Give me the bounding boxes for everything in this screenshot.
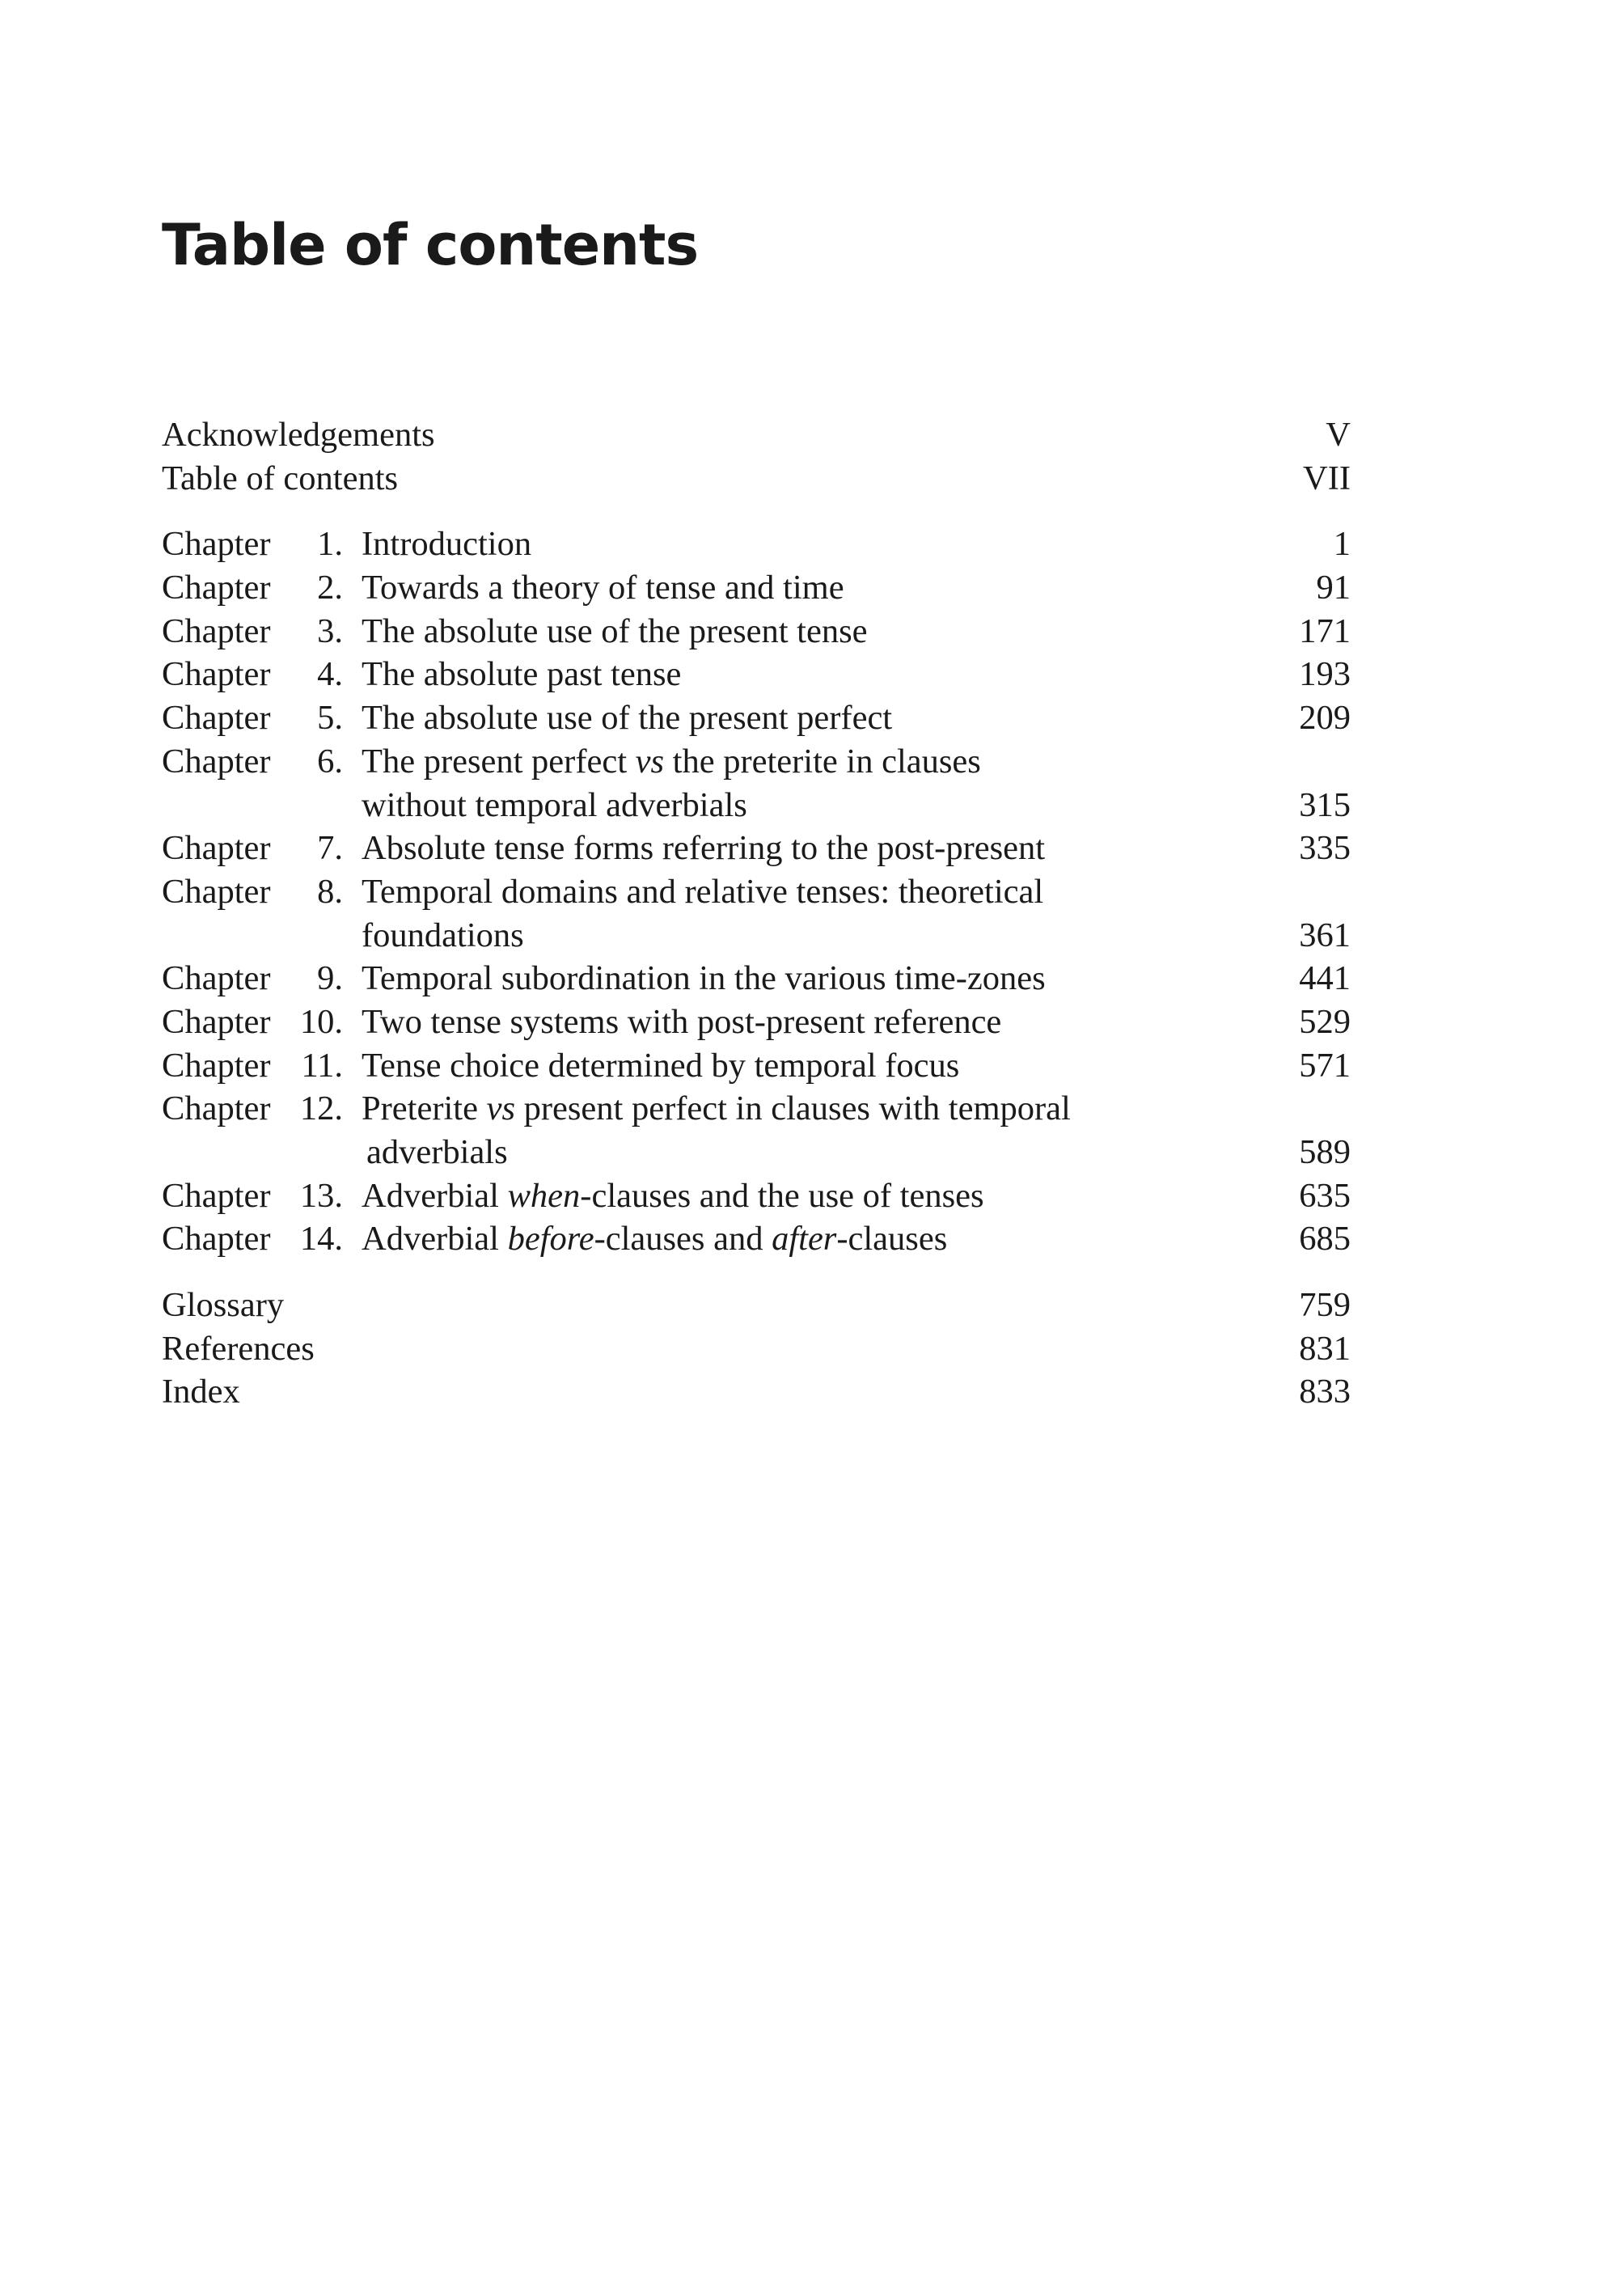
- chapter-entry[interactable]: [162, 870, 1351, 914]
- chapter-title: Preterite vs present perfect in clauses with temporal: [362, 1089, 1071, 1128]
- page-number: 1: [1333, 525, 1351, 564]
- chapter-title: Absolute tense forms referring to the post-present: [362, 829, 1046, 868]
- page-number: VII: [1303, 459, 1351, 497]
- chapter-word: Chapter: [162, 655, 271, 694]
- italic-term: after: [772, 1220, 837, 1259]
- chapter-number: 9.: [317, 959, 343, 998]
- page-number: 361: [1299, 916, 1351, 954]
- chapter-number: 1.: [317, 525, 343, 564]
- chapter-word: Chapter: [162, 525, 271, 564]
- chapter-number: 7.: [317, 829, 343, 868]
- chapter-number: 4.: [317, 655, 343, 694]
- chapter-title-continuation: foundations: [362, 916, 524, 954]
- chapter-title: Towards a theory of tense and time: [362, 569, 844, 607]
- page-number: 759: [1299, 1286, 1351, 1325]
- chapter-word: Chapter: [162, 829, 271, 868]
- chapter-title: Temporal subordination in the various time-zones: [362, 959, 1046, 998]
- back-matter-entry[interactable]: [162, 1284, 1351, 1327]
- italic-term: before: [507, 1220, 594, 1259]
- chapter-word: Chapter: [162, 1046, 271, 1085]
- chapter-title: The present perfect vs the preterite in clauses: [362, 742, 981, 781]
- chapter-entry[interactable]: [162, 1217, 1351, 1261]
- chapter-word: Chapter: [162, 872, 271, 911]
- chapter-number: 8.: [317, 872, 343, 911]
- italic-term: vs: [486, 1089, 515, 1128]
- chapter-title-continuation: adverbials: [366, 1133, 508, 1171]
- chapter-number: 13.: [299, 1176, 343, 1215]
- chapter-entry[interactable]: [162, 653, 1351, 696]
- page-number: 315: [1299, 785, 1351, 824]
- chapter-title: The absolute use of the present perfect: [362, 699, 893, 738]
- table-of-contents: [162, 413, 1351, 1414]
- chapter-word: Chapter: [162, 569, 271, 607]
- front-matter-entry[interactable]: [162, 457, 1351, 501]
- chapter-entry-continuation: [162, 1131, 1351, 1174]
- chapter-entry-continuation: [162, 914, 1351, 958]
- chapter-number: 12.: [299, 1089, 343, 1128]
- chapter-title: The absolute past tense: [362, 655, 682, 694]
- chapter-number: 2.: [317, 569, 343, 607]
- chapter-number: 10.: [299, 1002, 343, 1041]
- chapter-title: Adverbial when-clauses and the use of tenses: [362, 1176, 984, 1215]
- chapter-number: 5.: [317, 699, 343, 738]
- chapter-word: Chapter: [162, 1089, 271, 1128]
- front-matter-entry[interactable]: [162, 413, 1351, 457]
- page-number: 635: [1299, 1176, 1351, 1215]
- chapter-title: Adverbial before-clauses and after-clauses: [362, 1220, 948, 1259]
- chapter-entry[interactable]: [162, 957, 1351, 1001]
- chapter-title: Tense choice determined by temporal focus: [362, 1046, 960, 1085]
- entry-title: Acknowledgements: [162, 416, 435, 454]
- section-gap: [162, 1261, 1351, 1284]
- page-number: 529: [1299, 1002, 1351, 1041]
- chapter-word: Chapter: [162, 1220, 271, 1259]
- chapter-title: Introduction: [362, 525, 532, 564]
- back-matter-entry[interactable]: [162, 1370, 1351, 1414]
- page-number: V: [1326, 416, 1351, 454]
- page-number: 589: [1299, 1133, 1351, 1171]
- chapter-entry[interactable]: [162, 1174, 1351, 1218]
- page-number: 831: [1299, 1329, 1351, 1368]
- chapter-title: Temporal domains and relative tenses: theoretical: [362, 872, 1044, 911]
- chapter-word: Chapter: [162, 959, 271, 998]
- chapter-entry[interactable]: [162, 827, 1351, 870]
- page-number: 171: [1299, 611, 1351, 650]
- italic-term: vs: [635, 742, 665, 781]
- page-number: 571: [1299, 1046, 1351, 1085]
- chapter-number: 14.: [299, 1220, 343, 1259]
- chapter-entry-continuation: [162, 784, 1351, 827]
- chapter-word: Chapter: [162, 699, 271, 738]
- chapter-entry[interactable]: [162, 1044, 1351, 1088]
- chapter-title: The absolute use of the present tense: [362, 611, 868, 650]
- italic-term: when: [507, 1176, 581, 1215]
- chapter-entry[interactable]: [162, 740, 1351, 784]
- page-title: Table of contents: [162, 212, 699, 278]
- chapter-word: Chapter: [162, 742, 271, 781]
- chapter-entry[interactable]: [162, 522, 1351, 566]
- chapter-number: 3.: [317, 611, 343, 650]
- chapter-number: 6.: [317, 742, 343, 781]
- entry-title: Table of contents: [162, 459, 399, 497]
- chapter-entry[interactable]: [162, 1087, 1351, 1131]
- entry-title: Index: [162, 1373, 240, 1411]
- entry-title: Glossary: [162, 1286, 285, 1325]
- section-gap: [162, 500, 1351, 522]
- chapter-number: 11.: [301, 1046, 343, 1085]
- page-number: 91: [1316, 569, 1351, 607]
- entry-title: References: [162, 1329, 315, 1368]
- page-number: 193: [1299, 655, 1351, 694]
- chapter-word: Chapter: [162, 611, 271, 650]
- page-number: 335: [1299, 829, 1351, 868]
- page-number: 209: [1299, 699, 1351, 738]
- chapter-entry[interactable]: [162, 566, 1351, 610]
- chapter-title-continuation: without temporal adverbials: [362, 785, 747, 824]
- page-number: 441: [1299, 959, 1351, 998]
- back-matter-entry[interactable]: [162, 1327, 1351, 1371]
- page-number: 833: [1299, 1373, 1351, 1411]
- chapter-entry[interactable]: [162, 610, 1351, 654]
- chapter-word: Chapter: [162, 1176, 271, 1215]
- chapter-entry[interactable]: [162, 696, 1351, 740]
- chapter-title: Two tense systems with post-present reference: [362, 1002, 1002, 1041]
- page-number: 685: [1299, 1220, 1351, 1259]
- chapter-word: Chapter: [162, 1002, 271, 1041]
- chapter-entry[interactable]: [162, 1001, 1351, 1044]
